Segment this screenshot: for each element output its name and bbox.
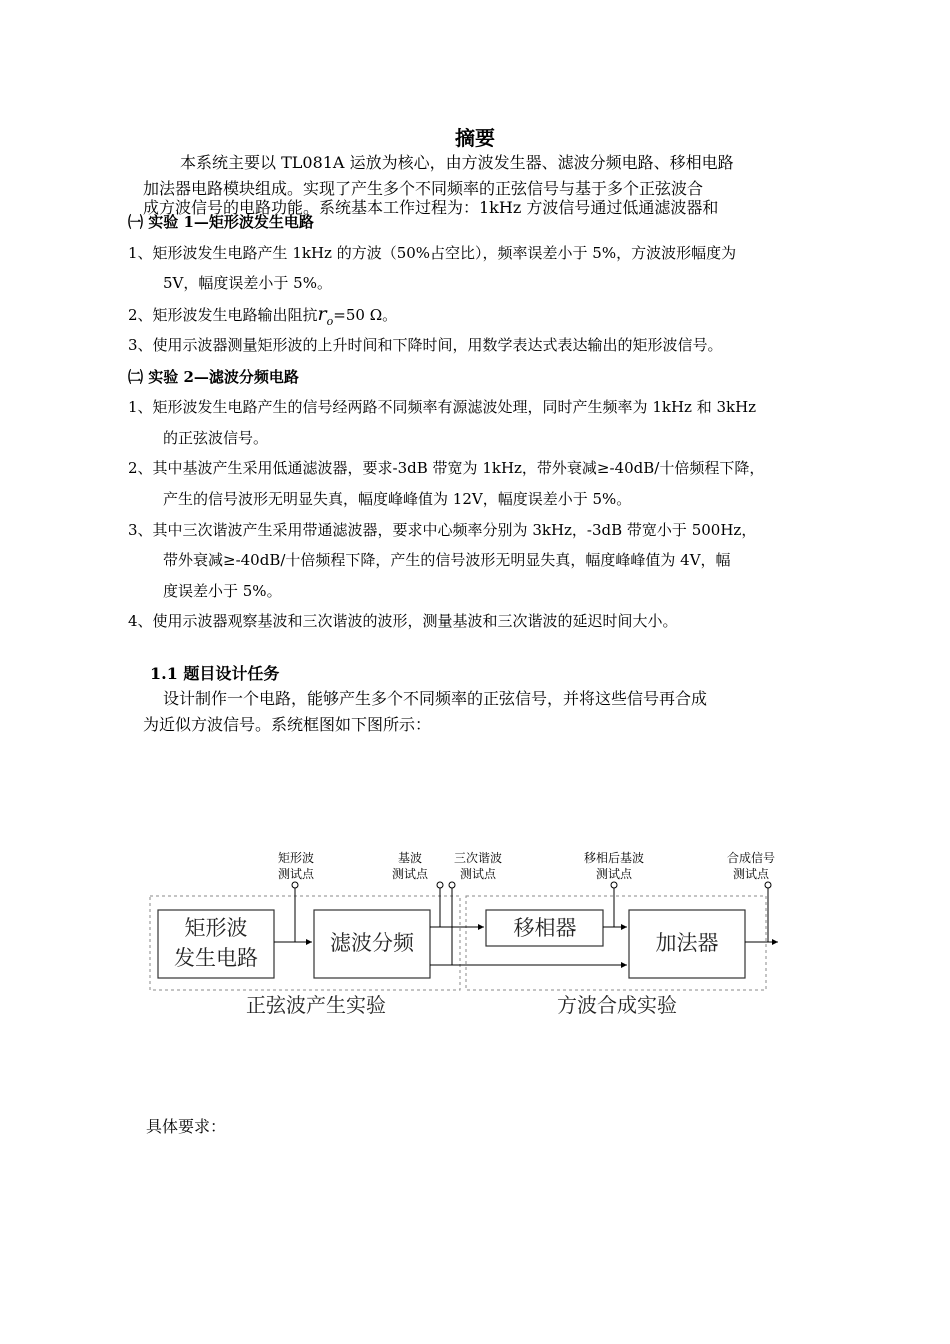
tp-square-label-2: 测试点 xyxy=(277,867,315,881)
tp-sum-label-2: 测试点 xyxy=(732,867,770,881)
tp-shift-label-1: 移相后基波 xyxy=(583,851,645,865)
exp2-item-4: 4、使用示波器观察基波和三次谐波的波形，测量基波和三次谐波的延迟时间大小。 xyxy=(128,612,678,630)
group-right-label: 方波合成实验 xyxy=(557,993,677,1017)
section-1-1-line-2: 为近似方波信号。系统框图如下图所示： xyxy=(143,715,432,734)
tp-third-label-1: 三次谐波 xyxy=(453,851,503,865)
group-left-label: 正弦波产生实验 xyxy=(246,993,386,1017)
block-generator-label-1: 矩形波 xyxy=(184,916,248,940)
exp1-heading: ㈠ 实验 1—矩形波发生电路 xyxy=(128,213,314,231)
exp1-item-2: 2、矩形波发生电路输出阻抗$r_o=50$ Ω。 xyxy=(128,303,398,328)
tp-fund-label-2: 测试点 xyxy=(391,867,429,881)
exp2-item-2: 2、其中基波产生采用低通滤波器，要求-3dB 带宽为 1kHz，带外衰减≥-40dB/十倍频程下降， xyxy=(128,459,765,477)
tp-square-label-1: 矩形波 xyxy=(277,851,315,865)
exp2-heading: ㈡ 实验 2—滤波分频电路 xyxy=(128,368,299,386)
exp1-item-3: 3、使用示波器测量矩形波的上升时间和下降时间，用数学表达式表达输出的矩形波信号。 xyxy=(128,336,723,354)
footer-requirements: 具体要求： xyxy=(146,1117,227,1136)
tp-shift-point xyxy=(611,882,617,888)
exp2-item-2-cont: 产生的信号波形无明显失真，幅度峰峰值为 12V，幅度误差小于 5%。 xyxy=(163,490,632,508)
abstract-line-3-clipped: 成方波信号的电路功能。系统基本工作过程为：1kHz 方波信号通过低通滤波器和 xyxy=(143,198,719,217)
tp-square-point xyxy=(292,882,298,888)
exp1-item-1: 1、矩形波发生电路产生 1kHz 的方波（50%占空比），频率误差小于 5%，方波波形幅度为 xyxy=(128,244,737,262)
abstract-line-2: 加法器电路模块组成。实现了产生多个不同频率的正弦信号与基于多个正弦波合 xyxy=(143,179,704,198)
exp2-item-3: 3、其中三次谐波产生采用带通滤波器，要求中心频率分别为 3kHz，-3dB 带宽小于 500Hz， xyxy=(128,521,757,539)
section-1-1-heading: 1.1 题目设计任务 xyxy=(150,664,280,683)
tp-shift-label-2: 测试点 xyxy=(595,867,633,881)
tp-sum-label-1: 合成信号 xyxy=(726,851,776,865)
abstract-line-1: 本系统主要以 TL081A 运放为核心，由方波发生器、滤波分频电路、移相电路 xyxy=(180,153,734,172)
exp2-item-3-cont-2: 度误差小于 5%。 xyxy=(163,582,282,600)
tp-third-point xyxy=(449,882,455,888)
tp-third-label-2: 测试点 xyxy=(459,867,497,881)
impedance-symbol: $r_o$ xyxy=(317,303,334,328)
page-title: 摘要 xyxy=(455,126,495,150)
exp2-item-3-cont-1: 带外衰减≥-40dB/十倍频程下降，产生的信号波形无明显失真，幅度峰峰值为 4V，幅 xyxy=(163,551,731,569)
tp-fund-label-1: 基波 xyxy=(397,851,423,865)
exp1-item-1-cont: 5V，幅度误差小于 5%。 xyxy=(163,274,332,292)
exp2-item-1-cont: 的正弦波信号。 xyxy=(163,429,269,447)
block-adder-label: 加法器 xyxy=(655,931,719,955)
block-filter-label: 滤波分频 xyxy=(330,931,414,955)
exp2-item-1: 1、矩形波发生电路产生的信号经两路不同频率有源滤波处理，同时产生频率为 1kHz 和 3kHz xyxy=(128,398,757,416)
tp-sum-point xyxy=(765,882,771,888)
section-1-1-line-1: 设计制作一个电路，能够产生多个不同频率的正弦信号，并将这些信号再合成 xyxy=(163,689,708,708)
block-shifter-label: 移相器 xyxy=(513,916,577,940)
tp-fund-point xyxy=(437,882,443,888)
block-generator-label-2: 发生电路 xyxy=(174,946,258,970)
